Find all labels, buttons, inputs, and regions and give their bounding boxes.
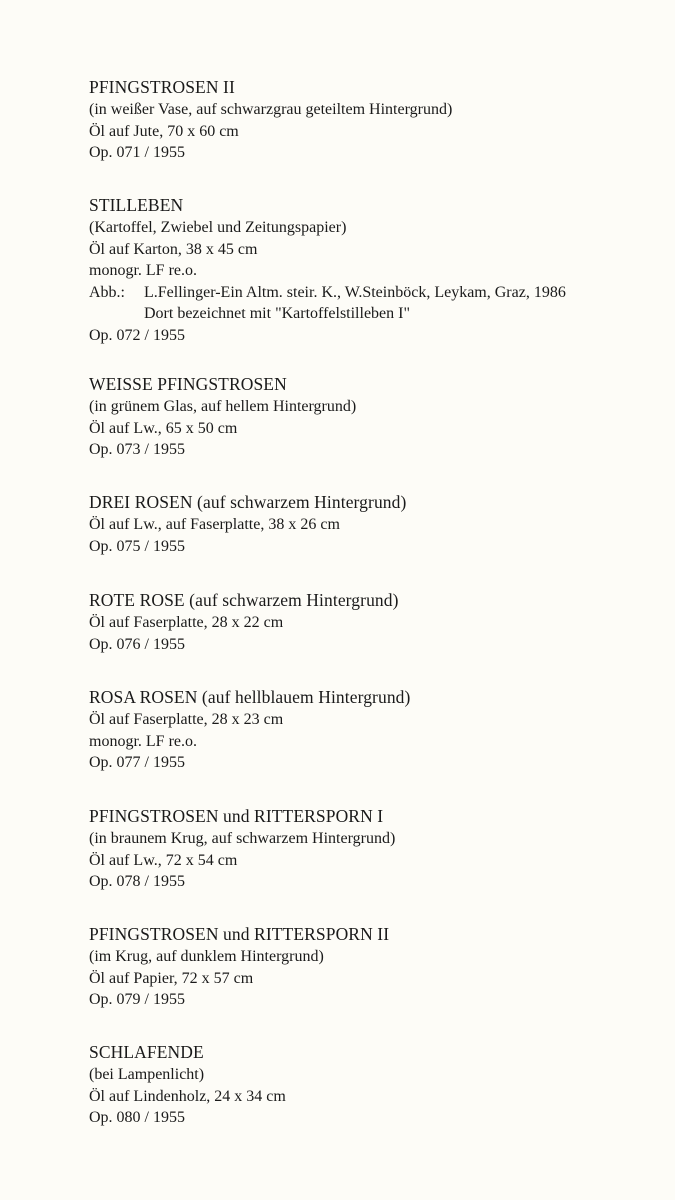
artwork-title: ROSA ROSEN (auf hellblauem Hintergrund) (89, 687, 411, 707)
artwork-medium: Öl auf Lw., 65 x 50 cm (89, 419, 238, 437)
artwork-medium: Öl auf Karton, 38 x 45 cm (89, 240, 258, 258)
artwork-title: PFINGSTROSEN und RITTERSPORN I (89, 806, 384, 826)
artwork-medium: Öl auf Faserplatte, 28 x 23 cm (89, 711, 284, 728)
catalog-entry (89, 373, 649, 461)
illustration-source: L.Fellinger-Ein Altm. steir. K., W.Steinböck, Leykam, Graz, 1986 (144, 283, 566, 301)
catalog-entry (89, 1041, 649, 1129)
opus-number: Op. 080 / 1955 (89, 1109, 185, 1126)
artwork-medium: Öl auf Jute, 70 x 60 cm (89, 122, 239, 140)
artwork-medium: Öl auf Lw., 72 x 54 cm (89, 851, 238, 869)
artwork-description: (bei Lampenlicht) (89, 1066, 205, 1083)
opus-number: Op. 076 / 1955 (89, 635, 185, 653)
artwork-signature: monogr. LF re.o. (89, 262, 197, 279)
artwork-title: DREI ROSEN (auf schwarzem Hintergrund) (89, 492, 407, 512)
artwork-description: (in weißer Vase, auf schwarzgrau geteiltem Hintergrund) (89, 101, 453, 118)
artwork-signature: monogr. LF re.o. (89, 732, 197, 750)
opus-number: Op. 077 / 1955 (89, 754, 185, 771)
artwork-title: PFINGSTROSEN II (89, 77, 235, 97)
catalog-entry (89, 686, 649, 774)
catalog-entry (89, 805, 649, 893)
artwork-description: (im Krug, auf dunklem Hintergrund) (89, 948, 324, 965)
artwork-description: (Kartoffel, Zwiebel und Zeitungspapier) (89, 219, 347, 236)
artwork-title: ROTE ROSE (auf schwarzem Hintergrund) (89, 590, 399, 610)
opus-number: Op. 073 / 1955 (89, 441, 185, 458)
illustration-label: Abb.: (89, 283, 125, 301)
illustration-reference (89, 282, 649, 304)
catalog-entry (89, 923, 649, 1011)
artwork-medium: Öl auf Lw., auf Faserplatte, 38 x 26 cm (89, 516, 340, 533)
catalog-entry (89, 491, 649, 557)
catalog-entry (89, 589, 649, 655)
opus-number: Op. 078 / 1955 (89, 873, 185, 890)
opus-number: Op. 075 / 1955 (89, 537, 185, 555)
illustration-note: Dort bezeichnet mit "Kartoffelstilleben I" (144, 305, 411, 322)
artwork-medium: Öl auf Papier, 72 x 57 cm (89, 969, 254, 987)
artwork-medium: Öl auf Lindenholz, 24 x 34 cm (89, 1087, 286, 1105)
catalog-entry (89, 194, 649, 346)
artwork-description: (in braunem Krug, auf schwarzem Hintergrund) (89, 830, 396, 847)
artwork-title: SCHLAFENDE (89, 1042, 204, 1062)
catalog-entry (89, 76, 649, 164)
artwork-title: WEISSE PFINGSTROSEN (89, 374, 287, 394)
artwork-medium: Öl auf Faserplatte, 28 x 22 cm (89, 614, 284, 631)
opus-number: Op. 071 / 1955 (89, 144, 185, 161)
artwork-title: STILLEBEN (89, 195, 184, 215)
artwork-title: PFINGSTROSEN und RITTERSPORN II (89, 924, 390, 944)
opus-number: Op. 072 / 1955 (89, 326, 185, 344)
opus-number: Op. 079 / 1955 (89, 991, 185, 1008)
artwork-description: (in grünem Glas, auf hellem Hintergrund) (89, 398, 357, 415)
